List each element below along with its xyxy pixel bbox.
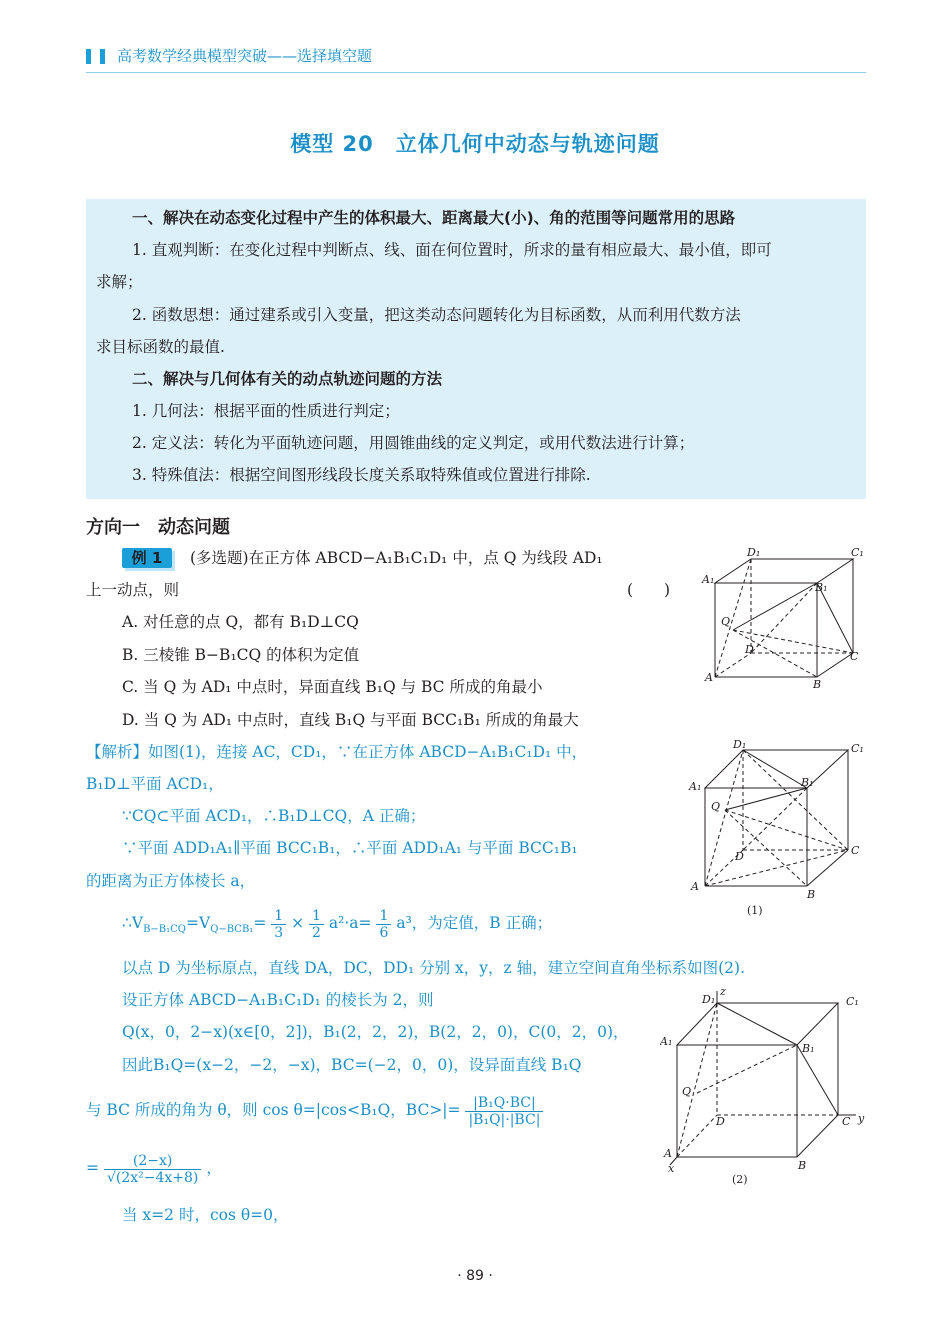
- cube-figure-1: [685, 738, 870, 918]
- solution-cos-line: [86, 1090, 543, 1130]
- option-d: D. 当 Q 为 AD₁ 中点时，直线 B₁Q 与平面 BCC₁B₁ 所成的角最大: [122, 711, 579, 729]
- volume-expr: a²·a=: [328, 914, 372, 932]
- option-b: B. 三棱锥 B−B₁CQ 的体积为定值: [122, 646, 360, 664]
- section-heading: 方向一 动态问题: [86, 517, 230, 538]
- label-d1: D₁: [702, 993, 716, 1006]
- label-d1: D₁: [733, 738, 747, 751]
- fraction-cos: [465, 1095, 543, 1128]
- line-d1b1: [743, 750, 807, 788]
- fraction-denominator: √(2x²−4x+8): [106, 1169, 199, 1186]
- solution-volume-line: [122, 905, 552, 948]
- volume-sub-2: Q−BCB₁: [210, 924, 254, 936]
- label-q: Q: [711, 800, 721, 813]
- fraction-denominator: 6: [379, 924, 389, 941]
- solution-line-3: ∵CQ⊂平面 ACD₁，∴B₁D⊥CQ，A 正确；: [122, 807, 426, 825]
- figure-1-caption: (1): [747, 904, 763, 917]
- solution-line-9: Q(x，0，2−x)(x∈[0，2])，B₁(2，2，2)，B(2，2，0)，C(0，2，0)，: [122, 1023, 629, 1041]
- solution-line-4: ∵平面 ADD₁A₁∥平面 BCC₁B₁，∴平面 ADD₁A₁ 与平面 BCC₁B₁: [122, 839, 578, 857]
- model-title: 模型 20 立体几何中动态与轨迹问题: [290, 132, 660, 156]
- edge-bc: [797, 1115, 838, 1157]
- label-x: x: [668, 1162, 675, 1175]
- line-b1d: [751, 583, 817, 653]
- summary-heading-1: 一、解决在动态变化过程中产生的体积最大、距离最大(小)、角的范围等问题常用的思路: [132, 209, 736, 227]
- fraction-one-third: [271, 908, 286, 941]
- volume-tail: a³，为定值，B 正确；: [396, 914, 553, 932]
- solution-line-5: 的距离为正方体棱长 a，: [86, 872, 256, 890]
- line-b1c: [797, 1045, 838, 1115]
- cos-eq: =: [86, 1159, 99, 1177]
- volume-v1: ∴V: [122, 914, 144, 932]
- label-a1: A₁: [702, 573, 715, 586]
- fraction-denominator: |B₁Q|·|BC|: [468, 1111, 541, 1128]
- label-b: B: [807, 888, 816, 901]
- label-a: A: [691, 880, 699, 893]
- label-q: Q: [682, 1085, 692, 1098]
- solution-cos-result: [86, 1148, 222, 1188]
- cube-top-face: [715, 559, 853, 583]
- line-d1b1: [717, 1003, 797, 1045]
- label-c1: C₁: [851, 742, 864, 755]
- volume-v2: =V: [186, 914, 211, 932]
- label-b1: B₁: [815, 581, 828, 594]
- example-stem-1: (多选题)在正方体 ABCD−A₁B₁C₁D₁ 中，点 Q 为线段 AD₁: [190, 549, 603, 567]
- option-c: C. 当 Q 为 AD₁ 中点时，异面直线 B₁Q 与 BC 所成的角最小: [122, 678, 543, 696]
- option-a: A. 对任意的点 Q，都有 B₁D⊥CQ: [122, 613, 359, 631]
- summary-box: [86, 199, 866, 499]
- label-c: C: [842, 1115, 851, 1128]
- edge-bc: [817, 653, 853, 677]
- solution-line-8: 设正方体 ABCD−A₁B₁C₁D₁ 的棱长为 2，则: [122, 991, 434, 1009]
- summary-point-1a: 1. 直观判断：在变化过程中判断点、线、面在何位置时，所求的量有相应最大、最小值，即可: [132, 241, 772, 259]
- header-bar-left: [86, 49, 91, 64]
- summary-method-3: 3. 特殊值法：根据空间图形线段长度关系取特殊值或位置进行排除.: [132, 466, 591, 484]
- summary-method-1: 1. 几何法：根据平面的性质进行判定；: [132, 402, 400, 420]
- cos-expression: 与 BC 所成的角为 θ，则 cos θ=|cos<B₁Q，BC>|=: [86, 1101, 461, 1119]
- fraction-numerator: |B₁Q·BC|: [465, 1095, 543, 1112]
- edge-ad: [715, 653, 751, 677]
- line-qb: [725, 810, 807, 886]
- summary-point-1b: 求解；: [96, 273, 143, 291]
- fraction-numerator: 1: [271, 908, 286, 925]
- line-ad1: [677, 1003, 717, 1157]
- example-tag-label: 例 1: [131, 549, 163, 567]
- fraction-cos-result: [104, 1153, 201, 1186]
- line-ad1: [705, 750, 743, 886]
- label-b1: B₁: [802, 1042, 815, 1055]
- label-c: C: [851, 844, 860, 857]
- label-a: A: [705, 671, 713, 684]
- figure-2-caption: (2): [732, 1173, 748, 1186]
- label-b: B: [798, 1159, 807, 1172]
- label-d: D: [745, 643, 754, 656]
- summary-point-2b: 求目标函数的最值.: [96, 338, 225, 356]
- solution-line-7: 以点 D 为坐标原点，直线 DA，DC，DD₁ 分别 x，y，z 轴，建立空间直角坐标系如图(2).: [122, 959, 746, 977]
- label-c: C: [850, 650, 859, 663]
- volume-sub-1: B−B₁CQ: [143, 924, 186, 936]
- example-tag: [122, 548, 172, 568]
- cube-figure-2: [660, 985, 870, 1195]
- label-a1: A₁: [689, 780, 702, 793]
- label-a: A: [664, 1147, 672, 1160]
- label-d1: D₁: [747, 546, 761, 559]
- header-title: 高考数学经典模型突破——选择填空题: [117, 47, 373, 65]
- page-number: · 89 ·: [457, 1268, 493, 1284]
- solution-line-13: 当 x=2 时，cos θ=0，: [122, 1206, 289, 1224]
- cube-figure-example: [695, 545, 870, 690]
- header-rule: [86, 72, 866, 73]
- cos-comma: ，: [206, 1159, 222, 1177]
- fraction-denominator: 2: [312, 924, 321, 941]
- example-stem-2: 上一动点，则: [86, 581, 180, 599]
- line-qb1: [733, 583, 817, 630]
- solution-line-2: B₁D⊥平面 ACD₁，: [86, 775, 224, 793]
- fraction-numerator: 1: [309, 908, 324, 925]
- label-d: D: [716, 1115, 725, 1128]
- label-a1: A₁: [660, 1035, 673, 1048]
- label-c1: C₁: [851, 546, 864, 559]
- fraction-denominator: 3: [274, 924, 284, 941]
- answer-paren: ( ): [627, 581, 671, 599]
- volume-eq: =: [253, 914, 267, 932]
- label-b: B: [813, 678, 822, 690]
- fraction-one-sixth: [376, 908, 391, 941]
- label-d: D: [735, 850, 744, 863]
- label-c1: C₁: [846, 995, 859, 1008]
- volume-times: ×: [291, 914, 305, 932]
- edge-ad: [677, 1115, 717, 1157]
- fraction-numerator: 1: [376, 908, 391, 925]
- summary-point-2a: 2. 函数思想：通过建系或引入变量，把这类动态问题转化为目标函数，从而利用代数方法: [132, 306, 741, 324]
- label-y: y: [858, 1112, 865, 1125]
- solution-line-10: 因此B₁Q=(x−2，−2，−x)，BC=(−2，0，0)，设异面直线 B₁Q: [122, 1056, 582, 1074]
- label-z: z: [720, 985, 726, 998]
- solution-line-1: 【解析】如图(1)，连接 AC，CD₁，∵在正方体 ABCD−A₁B₁C₁D₁ 中，: [86, 743, 588, 761]
- header-bar-right: [100, 49, 105, 64]
- fraction-one-half: [309, 908, 324, 941]
- fraction-numerator: (2−x): [104, 1153, 201, 1170]
- cube-top-face: [705, 750, 848, 788]
- line-ac: [705, 850, 848, 886]
- summary-heading-2: 二、解决与几何体有关的动点轨迹问题的方法: [132, 370, 443, 388]
- line-qb1: [697, 1045, 797, 1093]
- label-b1: B₁: [801, 776, 814, 789]
- label-q: Q: [721, 615, 731, 628]
- summary-method-2: 2. 定义法：转化为平面轨迹问题，用圆锥曲线的定义判定，或用代数法进行计算；: [132, 434, 695, 452]
